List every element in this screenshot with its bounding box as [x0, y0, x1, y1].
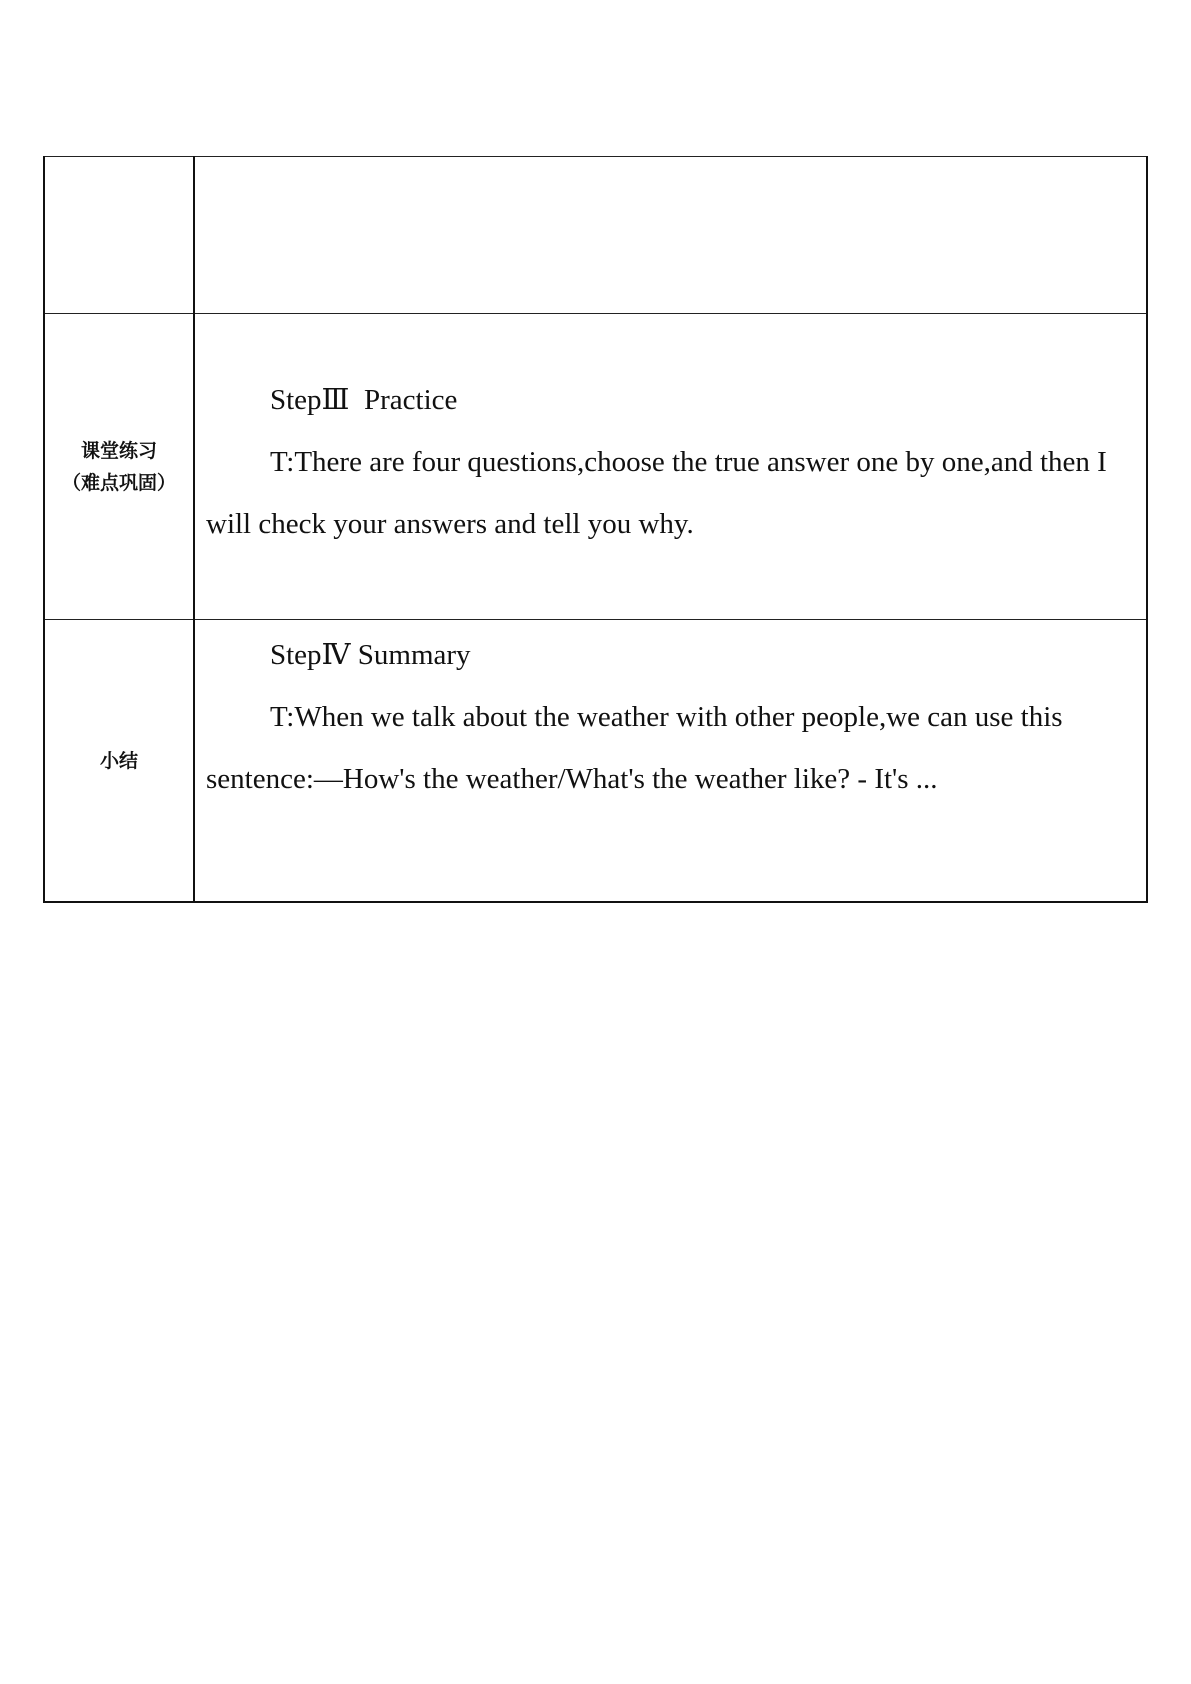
- row-content-cell: [194, 620, 1147, 903]
- step-heading: StepⅢ Practice: [270, 384, 458, 416]
- row-label-cell: [44, 157, 194, 314]
- step-paragraph: T:There are four questions,choose the true answer one by one,and then I will check your answers and tell you why.: [206, 446, 1107, 540]
- row-content-cell: [194, 157, 1147, 314]
- row-label-cell: [44, 314, 194, 620]
- section-label: 课堂练习: [80, 439, 157, 462]
- table-row: [44, 314, 1147, 620]
- step-paragraph: T:When we talk about the weather with other people,we can use this sentence:—How's the weather/What's the weather like? - It's ...: [206, 701, 1063, 795]
- table-row: [44, 157, 1147, 314]
- lesson-plan-table: [43, 156, 1148, 903]
- step-heading: StepⅣ Summary: [270, 639, 471, 671]
- section-label: 小结: [99, 749, 138, 772]
- table-row: [44, 620, 1147, 903]
- section-sublabel: （难点巩固）: [61, 471, 176, 494]
- row-label-cell: [44, 620, 194, 903]
- row-content-cell: [194, 314, 1147, 620]
